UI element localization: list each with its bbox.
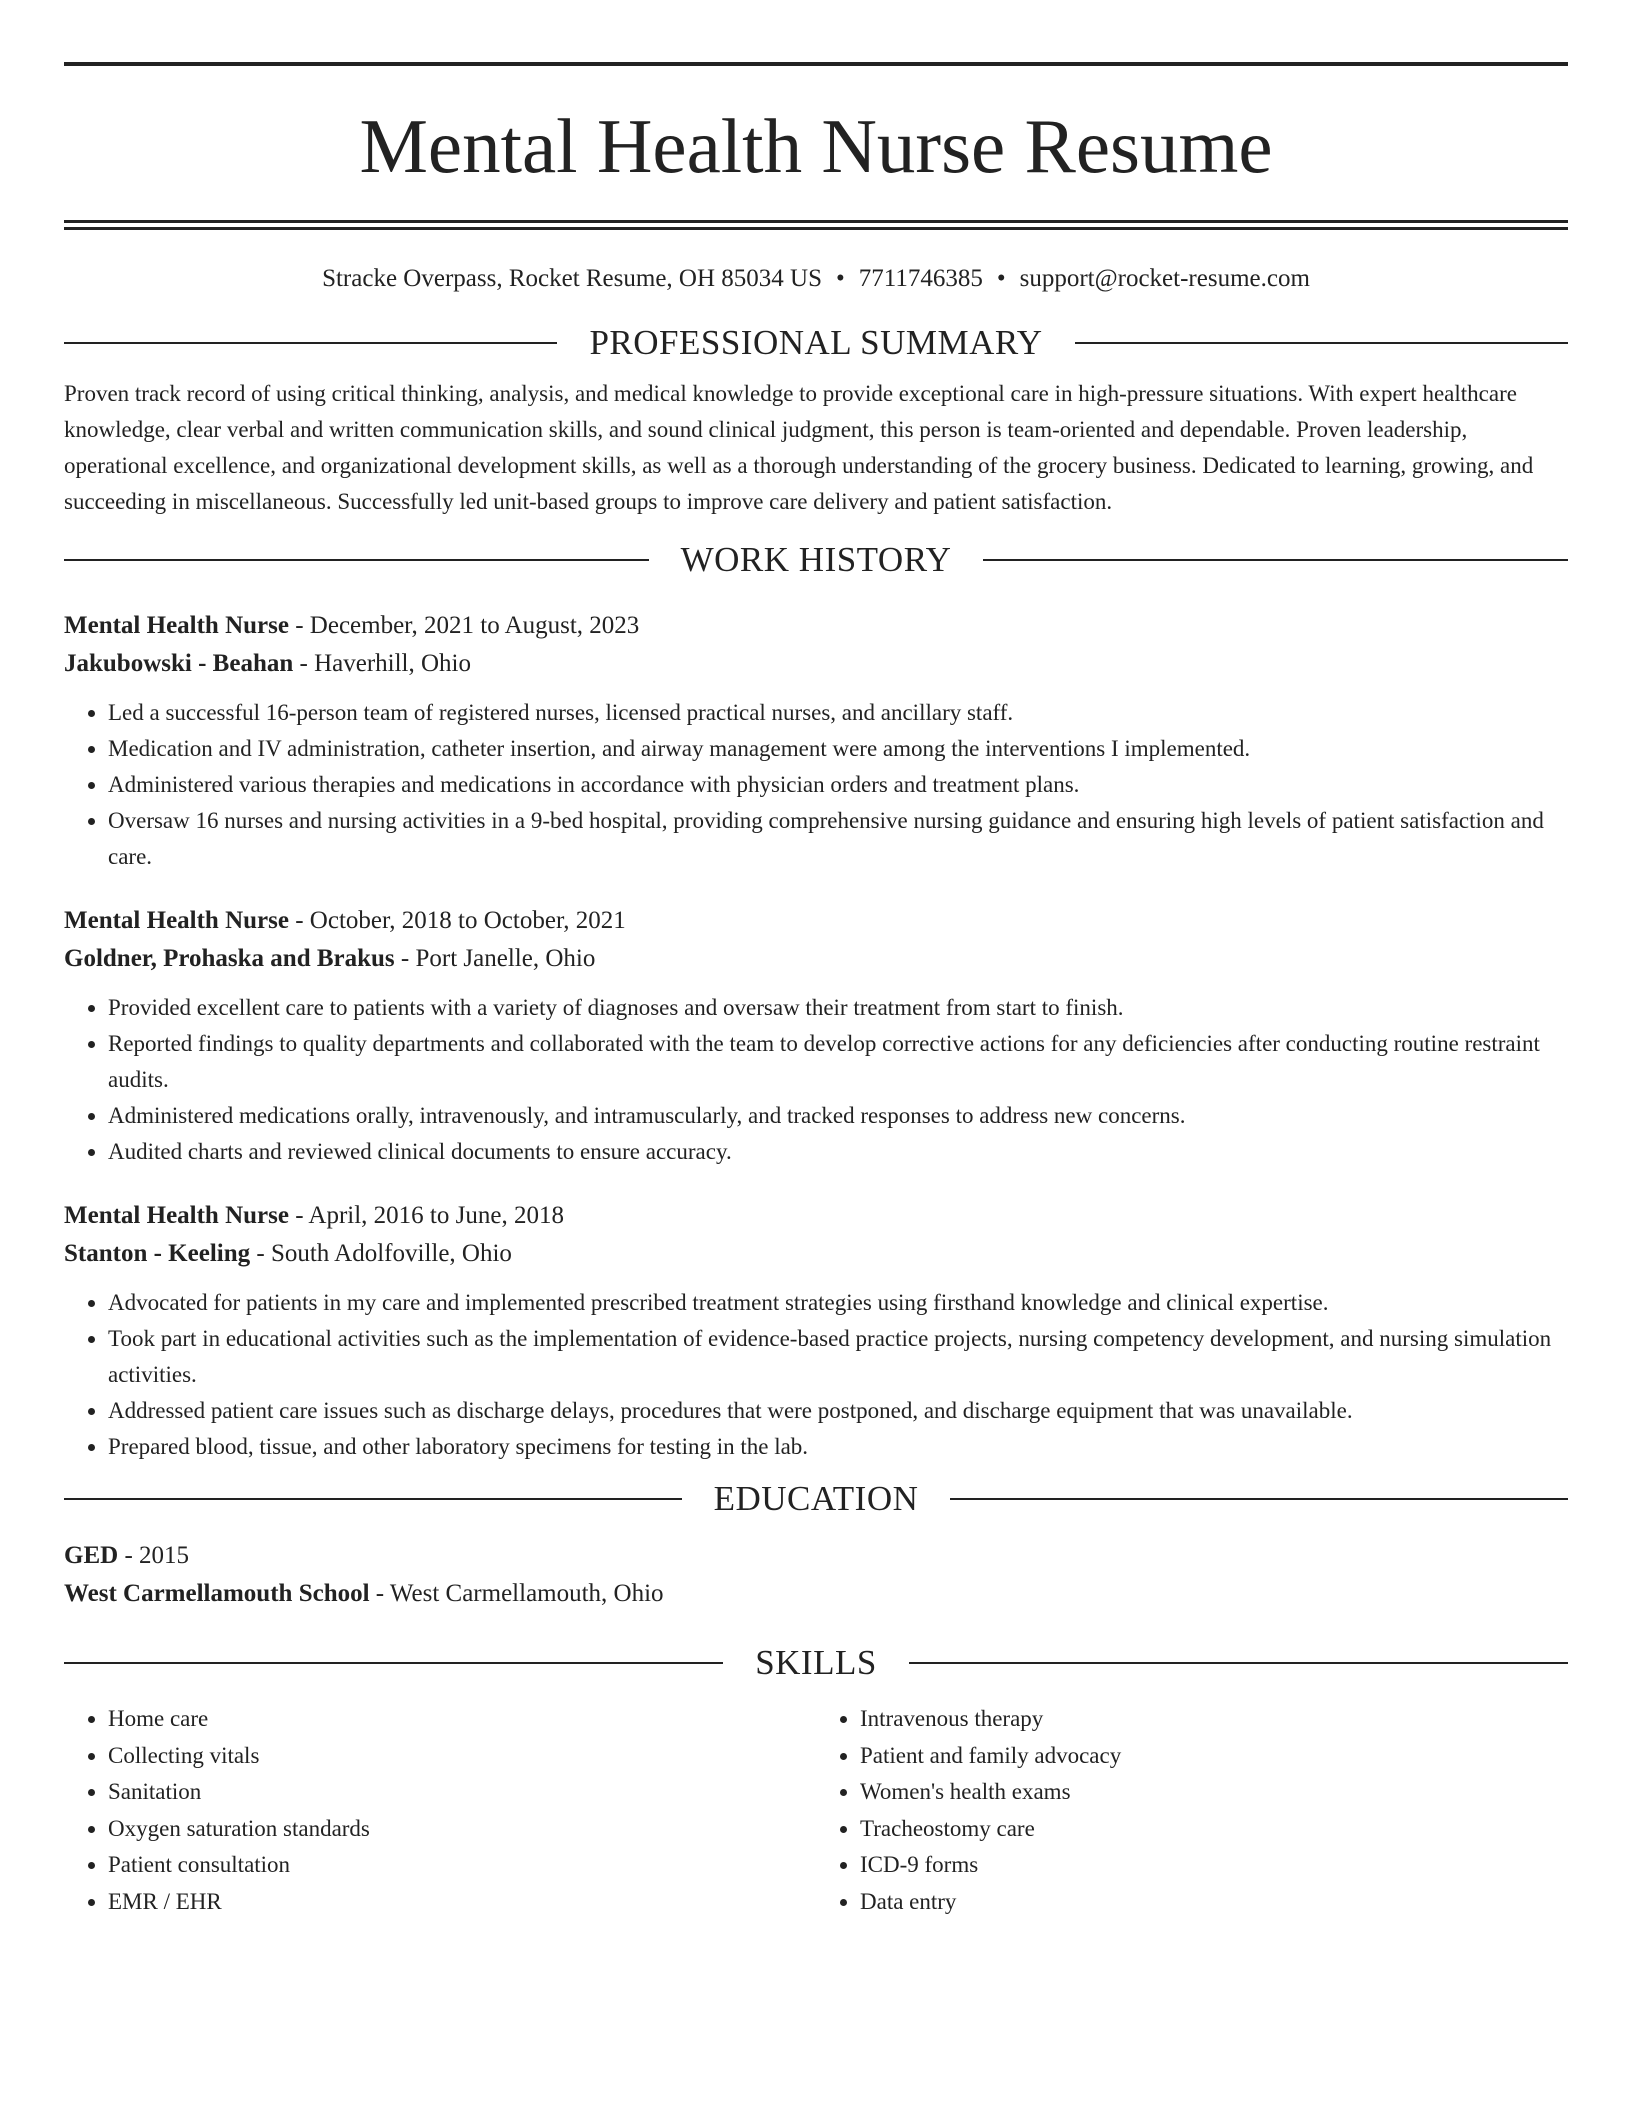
heading-rule — [983, 559, 1568, 561]
section-title: EDUCATION — [713, 1479, 919, 1518]
job-location: - South Adolfoville, Ohio — [250, 1240, 512, 1267]
job-bullet: • Oversaw 16 nurses and nursing activities in a 9-bed hospital, providing comprehensive nursing guidance and ensuring high levels of patient satisfaction and care. — [108, 803, 1568, 875]
heading-rule — [64, 559, 649, 561]
job-bullet: • Addressed patient care issues such as discharge delays, procedures that were postponed, and discharge equipment that was unavailable. — [108, 1393, 1568, 1429]
contact-line — [64, 263, 1568, 295]
job-title: Mental Health Nurse — [64, 1202, 289, 1229]
contact-email: support@rocket-resume.com — [1019, 265, 1310, 292]
heading-rule — [64, 1662, 723, 1664]
section-title: PROFESSIONAL SUMMARY — [589, 323, 1043, 362]
skill-item: • Home care — [108, 1701, 816, 1738]
education-location: - West Carmellamouth, Ohio — [369, 1580, 664, 1607]
job-bullet: • Led a successful 16-person team of registered nurses, licensed practical nurses, and ancillary staff. — [108, 695, 1568, 731]
job-bullet: • Administered various therapies and medications in accordance with physician orders and treatment plans. — [108, 767, 1568, 803]
job-title: Mental Health Nurse — [64, 907, 289, 934]
heading-rule — [950, 1498, 1568, 1500]
skill-item: • Tracheostomy care — [860, 1811, 1568, 1848]
education-entry — [64, 1537, 1568, 1613]
skill-item: • Patient and family advocacy — [860, 1738, 1568, 1775]
job-bullets — [64, 990, 1568, 1170]
job-bullet: • Reported findings to quality departments and collaborated with the team to develop corrective actions for any deficiencies after conducting routine restraint audits. — [108, 1026, 1568, 1098]
job-employer: Goldner, Prohaska and Brakus — [64, 945, 395, 972]
skill-item: • Women's health exams — [860, 1774, 1568, 1811]
section-title: WORK HISTORY — [680, 540, 952, 579]
job-dates: - October, 2018 to October, 2021 — [288, 907, 626, 934]
skill-item: • Data entry — [860, 1884, 1568, 1921]
section-education-heading — [64, 1477, 1568, 1521]
section-skills-heading — [64, 1641, 1568, 1685]
job-entry — [64, 607, 1568, 875]
job-employer-line — [64, 645, 1568, 683]
job-title-line — [64, 902, 1568, 940]
education-degree-line — [64, 1537, 1568, 1575]
job-entry — [64, 902, 1568, 1170]
resume-title: Mental Health Nurse Resume — [359, 103, 1273, 189]
section-title: SKILLS — [755, 1643, 877, 1682]
job-bullets — [64, 1285, 1568, 1465]
job-dates: - December, 2021 to August, 2023 — [288, 612, 640, 639]
job-title-line — [64, 607, 1568, 645]
skill-item: • Collecting vitals — [108, 1738, 816, 1775]
skill-item: • Patient consultation — [108, 1847, 816, 1884]
skill-item: • Sanitation — [108, 1774, 816, 1811]
job-bullet: • Provided excellent care to patients with a variety of diagnoses and oversaw their treatment from start to finish. — [108, 990, 1568, 1026]
skill-item: • Intravenous therapy — [860, 1701, 1568, 1738]
job-employer: Stanton - Keeling — [64, 1240, 251, 1267]
job-entry — [64, 1197, 1568, 1465]
education-school-line — [64, 1575, 1568, 1613]
skill-item: • ICD-9 forms — [860, 1847, 1568, 1884]
summary-text: Proven track record of using critical thinking, analysis, and medical knowledge to provide exceptional care in high-pressure situations. With expert healthcare knowledge, clear verbal and written communication skills, and sound clinical judgment, this person is team-oriented and dependable. Proven leadership, operational excellence, and organizational development skills, as well as a thorough understanding of the grocery business. Dedicated to learning, growing, and succeeding in miscellaneous. Successfully led unit-based groups to improve care delivery and patient satisfaction. — [64, 381, 1534, 514]
contact-separator: • — [996, 265, 1006, 292]
job-bullet: • Medication and IV administration, catheter insertion, and airway management were among the interventions I implemented. — [108, 731, 1568, 767]
top-rule — [64, 62, 1568, 66]
contact-phone: 7711746385 — [858, 265, 983, 292]
skills-columns — [64, 1701, 1568, 1920]
job-bullet: • Administered medications orally, intravenously, and intramuscularly, and tracked responses to address new concerns. — [108, 1098, 1568, 1134]
heading-rule — [64, 342, 557, 344]
skill-item: • Oxygen saturation standards — [108, 1811, 816, 1848]
job-title-line — [64, 1197, 1568, 1235]
education-year: - 2015 — [118, 1542, 190, 1569]
job-bullet: • Prepared blood, tissue, and other laboratory specimens for testing in the lab. — [108, 1429, 1568, 1465]
job-dates: - April, 2016 to June, 2018 — [288, 1202, 564, 1229]
job-location: - Port Janelle, Ohio — [394, 945, 596, 972]
skills-list-right — [816, 1701, 1568, 1920]
education-degree: GED — [64, 1542, 119, 1569]
job-bullet: • Advocated for patients in my care and implemented prescribed treatment strategies using firsthand knowledge and clinical expertise. — [108, 1285, 1568, 1321]
skills-list-left — [64, 1701, 816, 1920]
heading-rule — [64, 1498, 682, 1500]
heading-rule — [1075, 342, 1568, 344]
job-employer-line — [64, 940, 1568, 978]
job-employer: Jakubowski - Beahan — [64, 650, 294, 677]
work-history-list — [64, 607, 1568, 1465]
education-school: West Carmellamouth School — [64, 1580, 370, 1607]
contact-separator: • — [836, 265, 845, 292]
resume-page — [64, 62, 1568, 1920]
job-bullets — [64, 695, 1568, 875]
job-bullet: • Audited charts and reviewed clinical documents to ensure accuracy. — [108, 1134, 1568, 1170]
skill-item: • EMR / EHR — [108, 1884, 816, 1921]
job-employer-line — [64, 1235, 1568, 1273]
heading-rule — [909, 1662, 1568, 1664]
section-summary-heading — [64, 321, 1568, 365]
title-double-rule — [64, 220, 1568, 230]
job-title: Mental Health Nurse — [64, 612, 289, 639]
job-bullet: • Took part in educational activities such as the implementation of evidence-based practice projects, nursing competency development, and nursing simulation activities. — [108, 1321, 1568, 1393]
section-work-heading — [64, 538, 1568, 582]
contact-address: Stracke Overpass, Rocket Resume, OH 85034 US — [322, 265, 822, 292]
job-location: - Haverhill, Ohio — [293, 650, 471, 677]
